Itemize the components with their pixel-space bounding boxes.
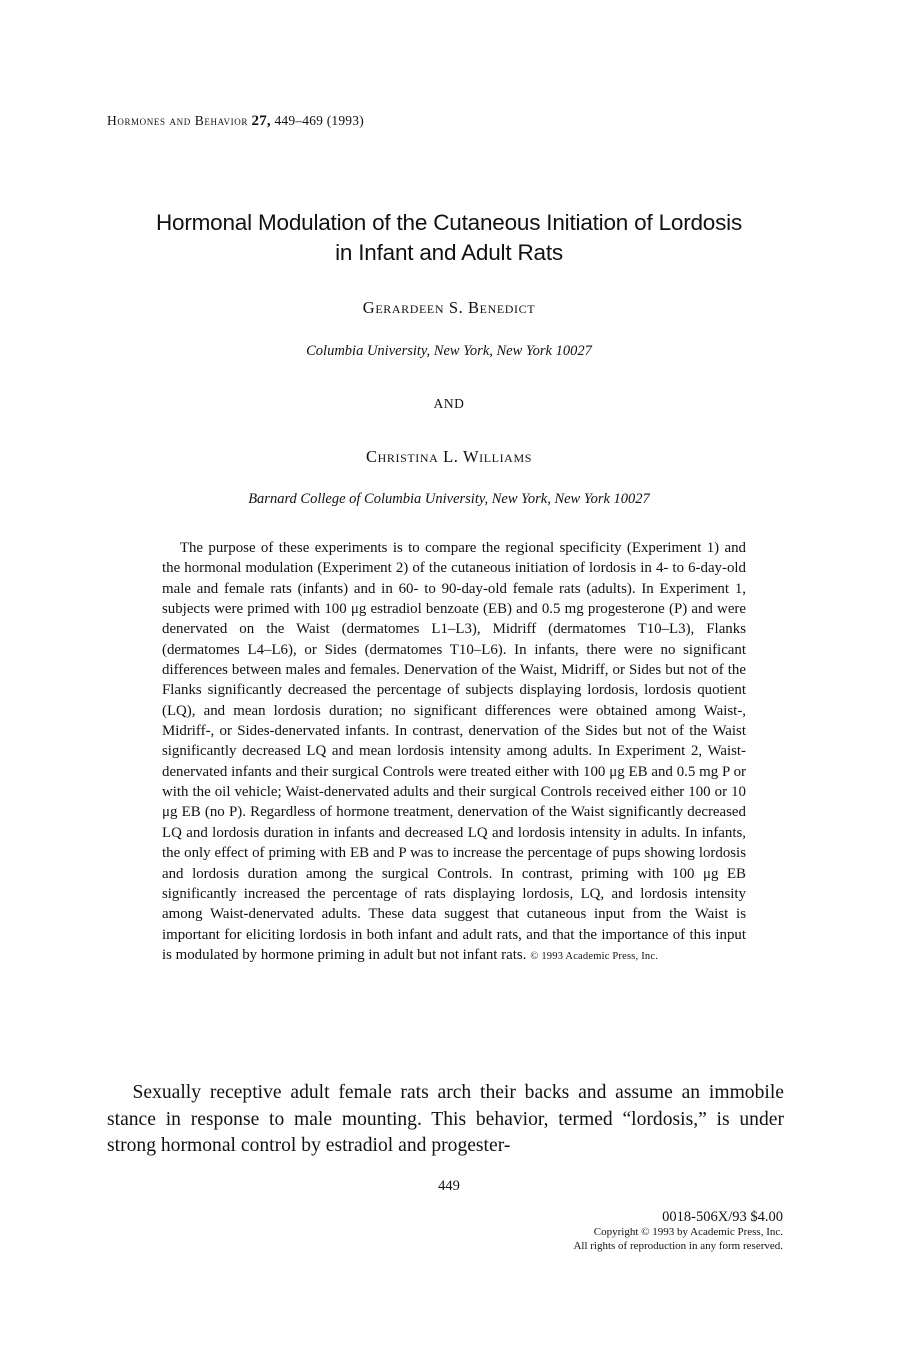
body-paragraph: Sexually receptive adult female rats arch their backs and assume an immobile stance in response to male mounting. This behavior, termed “lordosis,” is under strong hormonal control by estradiol and progester- [107,1082,784,1156]
article-title [60,208,838,268]
abstract-text: The purpose of these experiments is to compare the regional specificity (Experiment 1) and the hormonal modulation (Experiment 2) of the cutaneous initiation of lordosis in 4- to 6-day-old male and female rats (infants) and in 60- to 90-day-old female rats (adults). In Experiment 1, subjects were primed with 100 μg estradiol benzoate (EB) and 0.5 mg progesterone (P) and were denervated on the Waist (dermatomes L1–L3), Midriff (dermatomes T10–L3), Flanks (dermatomes L4–L6), or Sides (dermatomes T10–L6). In infants, there were no significant differences between males and females. Denervation of the Waist, Midriff, or Sides but not of the Flanks significantly decreased the percentage of subjects displaying lordosis, lordosis quotient (LQ), and mean lordosis duration; no significant differences were obtained among Waist-, Midriff-, or Sides-denervated infants. In contrast, denervation of the Sides but not of the Waist significantly decreased LQ and mean lordosis intensity among adults. In Experiment 2, Waist-denervated infants and their surgical Controls were treated either with 100 μg EB and 0.5 mg P or with the oil vehicle; Waist-denervated adults and their surgical Controls received either 100 or 10 μg EB (no P). Regardless of hormone treatment, denervation of the Waist significantly decreased LQ and lordosis duration in infants and decreased LQ and lordosis intensity in adults. In infants, the only effect of priming with EB and P was to increase the percentage of pups showing lordosis and lordosis duration among the surgical Controls. In contrast, priming with 100 μg EB significantly increased the percentage of rats displaying lordosis, LQ, and lordosis intensity among Waist-denervated adults. These data suggest that cutaneous input from the Waist is important for eliciting lordosis in both infant and adult rats, and that the importance of this input is modulated by hormone priming in adult but not infant rats. [162,540,746,963]
title-line-1: Hormonal Modulation of the Cutaneous Initiation of Lordosis [155,210,743,235]
author-1-name: Gerardeen S. Benedict [362,298,536,317]
journal-pages: 449–469 (1993) [274,113,364,128]
abstract-copyright: © 1993 Academic Press, Inc. [530,950,659,962]
footer-rights: All rights of reproduction in any form reserved. [573,1239,783,1252]
page-number: 449 [438,1178,460,1194]
title-line-2: in Infant and Adult Rats [335,240,563,265]
journal-name: Hormones and Behavior [107,113,248,128]
abstract [162,538,746,967]
author-2-name: Christina L. Williams [366,447,532,466]
journal-volume: 27, [251,113,271,129]
author-2-affiliation: Barnard College of Columbia University, New York, New York 10027 [248,491,650,507]
author-1-affiliation: Columbia University, New York, New York 10027 [306,343,592,359]
issn-price: 0018-506X/93 $4.00 [662,1209,783,1225]
journal-header [107,113,364,130]
footer-copyright-block [573,1208,783,1253]
author-separator: AND [433,396,465,411]
footer-copyright: Copyright © 1993 by Academic Press, Inc. [593,1226,783,1238]
